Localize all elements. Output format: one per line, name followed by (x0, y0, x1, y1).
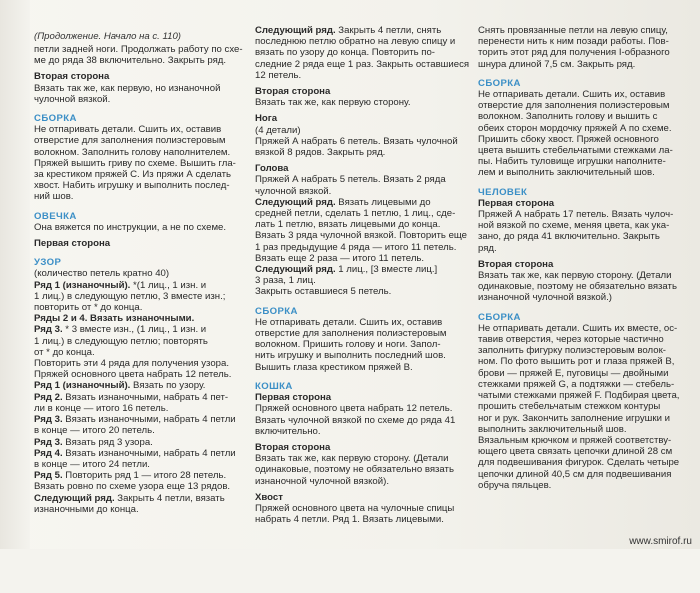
row-label: Ряд 1 (изнаночный). (34, 279, 131, 291)
row-label: Следующий ряд. (255, 264, 336, 276)
text-line: Пряжей основного цвета набрать 12 петель. (34, 369, 232, 381)
section-heading: СБОРКА (255, 305, 298, 317)
text-line: заполнить фигурку полиэстеровым волок- (478, 345, 666, 357)
paragraph-gap (34, 203, 246, 208)
text-line: повторить от * до конца. (34, 302, 143, 314)
row-text: Закрыть 4 петли, снять (335, 25, 442, 36)
subheading: Голова (255, 163, 289, 175)
text-line: Пряжей А набрать 17 петель. Вязать чулоч- (478, 209, 674, 221)
text-line: выполнить заключительный шов. (478, 423, 627, 435)
column-left (34, 0, 246, 593)
text-line: последнюю петлю обратно на левую спицу и (255, 36, 456, 48)
column-right (478, 0, 692, 574)
text-line: следние 2 ряда еще 1 раз. Закрыть оставшиеся (255, 58, 470, 70)
text-line (255, 25, 473, 36)
text-line: изнаночными до конца. (34, 503, 139, 515)
row-label: Ряд 1 (изнаночный). (34, 380, 131, 392)
row-label: Следующий ряд. (255, 25, 336, 36)
text-line: тавив отверстия, через которые частично (478, 334, 664, 346)
row-text: Вязать изнаночными, набрать 4 петли (62, 447, 236, 459)
text-line (34, 392, 246, 403)
text-line: ном. По фото вышить рот и глаза пряжей В, (478, 356, 675, 368)
continuation-note: (Продолжение. Начало на с. 110) (34, 31, 181, 42)
row-text: Вязать изнаночными, набрать 4 пет- (62, 391, 229, 403)
text-line: обеих сторон мордочку пряжей А по схеме. (478, 122, 672, 134)
row-text: Вязать ряд 3 узора. (62, 436, 153, 448)
section-heading: ОВЕЧКА (34, 210, 77, 222)
text-line: Снять провязанные петли на левую спицу, (478, 25, 668, 36)
text-line: Вязать 3 ряда чулочной вязкой. Повторить еще (255, 230, 468, 242)
text-line: ног и рук. Закончить заполнение игрушки и (478, 412, 670, 424)
subheading: Вторая сторона (478, 258, 554, 270)
text-line: прошить стебельчатым стежком контуры (478, 401, 661, 413)
text-line: Вязать так же, как первую сторону. (Детали (478, 270, 672, 282)
text-line: изнаночной чулочной вязкой). (255, 475, 389, 487)
text-line (34, 448, 246, 459)
text-line: ме до ряда 38 включительно. Закрыть ряд. (34, 55, 227, 67)
text-line: брови — пряжей Е, пуговицы — двойными (478, 367, 669, 379)
text-line: 3 раза, 1 лиц. (255, 275, 316, 287)
section-heading: УЗОР (34, 257, 62, 269)
text-line: вязкой 8 рядов. Закрыть ряд. (255, 147, 386, 159)
text-line: включительно. (255, 425, 321, 437)
column-middle (255, 0, 473, 574)
subheading: Вторая сторона (34, 71, 110, 83)
paragraph-gap (255, 298, 473, 303)
text-line (34, 380, 246, 391)
text-line: в конце — итого 24 петли. (34, 458, 150, 470)
subheading: Нога (255, 113, 278, 125)
row-text: *(1 лиц., 1 изн. и (130, 279, 207, 291)
subheading: Вторая сторона (255, 441, 331, 453)
text-line: цепочки длиной 40,5 см для подвешивания (478, 468, 672, 480)
text-line: лем и выполнить заключительный шов. (478, 167, 655, 179)
text-line: изнаночной чулочной вязкой.) (478, 292, 612, 304)
row-label: Ряд 3. (34, 436, 63, 448)
text-line: Пряжей вышить гриву по схеме. Вышить гла- (34, 157, 236, 169)
text-line (34, 280, 246, 291)
text-line: за крестиком пряжей С. Из пряжи А сделать (34, 169, 231, 181)
text-line: волокном. Заполнить голову и вышить с (478, 111, 658, 123)
text-line: пы. Набить туловище игрушки наполните- (478, 156, 666, 168)
text-line: Не отпаривать детали. Сшить их, оставив (34, 124, 222, 136)
text-line: Пряжей А набрать 5 петель. Вязать 2 ряда (255, 174, 446, 186)
paragraph-gap (34, 105, 246, 110)
text-line: Она вяжется по инструкции, а не по схеме. (34, 221, 227, 233)
row-label: Ряд 4. (34, 447, 63, 459)
text-line: чулочной вязкой. (255, 185, 332, 197)
text-line (34, 414, 246, 425)
text-line: нить игрушку и выполнить последний шов. (255, 350, 446, 362)
text-line: Вязать так же, как первую сторону. (Детали (255, 453, 449, 465)
paragraph-gap (478, 179, 692, 184)
text-line: 1 лиц.) в следующую петлю, 3 вместе изн.; (34, 290, 226, 302)
text-line: волокном. Пришить голову и ноги. Запол- (255, 339, 441, 351)
row-label: Следующий ряд. (255, 196, 336, 208)
text-line: от * до конца. (34, 346, 95, 358)
paragraph-gap (478, 70, 692, 75)
text-line (34, 324, 246, 335)
text-line: петли задней ноги. Продолжать работу по схе- (34, 44, 243, 55)
text-line: Пряжей А набрать 6 петель. Вязать чулочной (255, 135, 458, 147)
text-line: ний шов. (34, 191, 74, 203)
text-line: 1 раз предыдущие 4 ряда — итого 11 петель. (255, 241, 457, 253)
text-line: ряд. (478, 242, 497, 254)
text-line: Не отпаривать детали. Сшить их, оставив (478, 89, 666, 101)
text-line: Не отпаривать детали. Сшить их вместе, ос- (478, 322, 678, 334)
paragraph-gap (478, 304, 692, 309)
row-label: Ряд 3. (34, 324, 63, 336)
text-line: шнура длиной 7,5 см. Закрыть ряд. (478, 58, 636, 70)
text-line (34, 437, 246, 448)
row-text: Вязать по узору. (130, 380, 206, 392)
row-text: Повторить ряд 1 — итого 28 петель. (62, 470, 227, 482)
text-line: вязать по узору до конца. Повторить по- (255, 47, 435, 59)
row-text: 1 лиц., [3 вместе лиц.] (335, 264, 438, 276)
text-line: Не отпаривать детали. Сшить их, оставив (255, 316, 443, 328)
text-line: в конце — итого 20 петель. (34, 425, 155, 437)
text-line: волокном. Заполнить голову наполнителем. (34, 146, 231, 158)
text-line: ющего цвета связать цепочки длиной 28 см (478, 446, 673, 458)
row-text: * 3 вместе изн., (1 лиц., 1 изн. и (62, 324, 207, 336)
subheading: Ряды 2 и 4. Вязать изнаночными. (34, 313, 195, 325)
text-line: отверстие для заполнения полиэстеровым (255, 328, 447, 340)
text-line: одинаковые, поэтому не обязательно вязать (255, 464, 454, 476)
text-line: для подвешивания фигурок. Сделать четыре (478, 457, 680, 469)
row-text: Закрыть 4 петли, вязать (114, 492, 225, 504)
text-line: чатыми стежками пряжей F. Подбирая цвета, (478, 390, 680, 402)
text-line: Вязать чулочной вязкой по схеме до ряда 41 (255, 414, 456, 426)
text-line: торить этот ряд для получения I-образного (478, 47, 670, 59)
text-line: хвост. Набить игрушку и выполнить послед- (34, 180, 230, 192)
text-line (255, 197, 473, 208)
text-line: Пришить сбоку хвост. Пряжей основного (478, 133, 659, 145)
text-line (34, 493, 246, 504)
text-line: отверстие для заполнения полиэстеровым (34, 135, 226, 147)
text-line (255, 264, 473, 275)
row-label: Ряд 5. (34, 470, 63, 482)
row-label: Следующий ряд. (34, 492, 115, 504)
section-heading: СБОРКА (478, 311, 521, 323)
text-line: обруча пяльцев. (478, 479, 552, 491)
page-gutter-shadow (0, 0, 30, 549)
paragraph-gap (255, 373, 473, 378)
text-line: Вязать так же, как первую сторону. (255, 97, 411, 109)
text-line: Вязальным крючком и пряжей соответству- (478, 434, 672, 446)
section-heading: СБОРКА (478, 77, 521, 89)
text-line: чулочной вязкой. (34, 93, 111, 105)
text-line: 12 петель. (255, 69, 302, 81)
section-heading: ЧЕЛОВЕК (478, 186, 528, 198)
text-line: Вязать еще 2 раза — итого 11 петель. (255, 252, 425, 264)
text-line: зано, до ряда 41 включительно. Закрыть (478, 231, 660, 243)
text-line: ли в конце — итого 16 петель. (34, 402, 169, 414)
paragraph-gap (34, 249, 246, 254)
text-line: (4 детали) (255, 124, 301, 136)
section-heading: СБОРКА (34, 113, 77, 125)
text-line: Пряжей основного цвета на чулочные спицы (255, 502, 455, 514)
subheading: Вторая сторона (255, 86, 331, 98)
text-line: Закрыть оставшиеся 5 петель. (255, 286, 392, 298)
row-text: Вязать лицевыми до (335, 196, 431, 208)
text-line: (количество петель кратно 40) (34, 268, 170, 280)
text-line: 1 лиц.) в следующую петлю; повторять (34, 335, 208, 347)
text-line: Повторить эти 4 ряда для получения узора. (34, 358, 229, 370)
text-line: Вязать так же, как первую, но изнаночной (34, 82, 221, 94)
section-heading: КОШКА (255, 380, 293, 392)
text-line: одинаковые, поэтому не обязательно вязать (478, 281, 677, 293)
text-line: ной вязкой по схеме, меняя цвета, как ука- (478, 220, 670, 232)
text-line: средней петли, сделать 1 петлю, 1 лиц., сде- (255, 208, 456, 220)
row-label: Ряд 2. (34, 391, 63, 403)
subheading: Первая сторона (34, 238, 111, 250)
row-label: Ряд 3. (34, 414, 63, 426)
text-line: стежками пряжей G, а подтяжки — стебель- (478, 378, 675, 390)
text-line: Вязать ровно по схеме узора еще 13 рядов. (34, 481, 231, 493)
text-line: набрать 4 петли. Ряд 1. Вязать лицевыми. (255, 514, 444, 526)
watermark-text: www.smirof.ru (629, 536, 692, 547)
text-line (34, 470, 246, 481)
text-line: отверстие для заполнения полиэстеровым (478, 100, 670, 112)
text-line: Пряжей основного цвета набрать 12 петель. (255, 403, 453, 415)
subheading: Первая сторона (478, 197, 555, 209)
row-text: Вязать изнаночными, набрать 4 петли (62, 414, 236, 426)
text-line: Вышить глаза крестиком пряжей В. (255, 361, 413, 373)
text-line: лать 1 петлю, вязать лицевыми до конца. (255, 219, 441, 231)
text-line: перенести нить к ним позади работы. Пов- (478, 36, 669, 48)
subheading: Хвост (255, 491, 283, 503)
text-line: цвета вышить стебельчатыми стежками ла- (478, 145, 673, 157)
subheading: Первая сторона (255, 392, 332, 404)
